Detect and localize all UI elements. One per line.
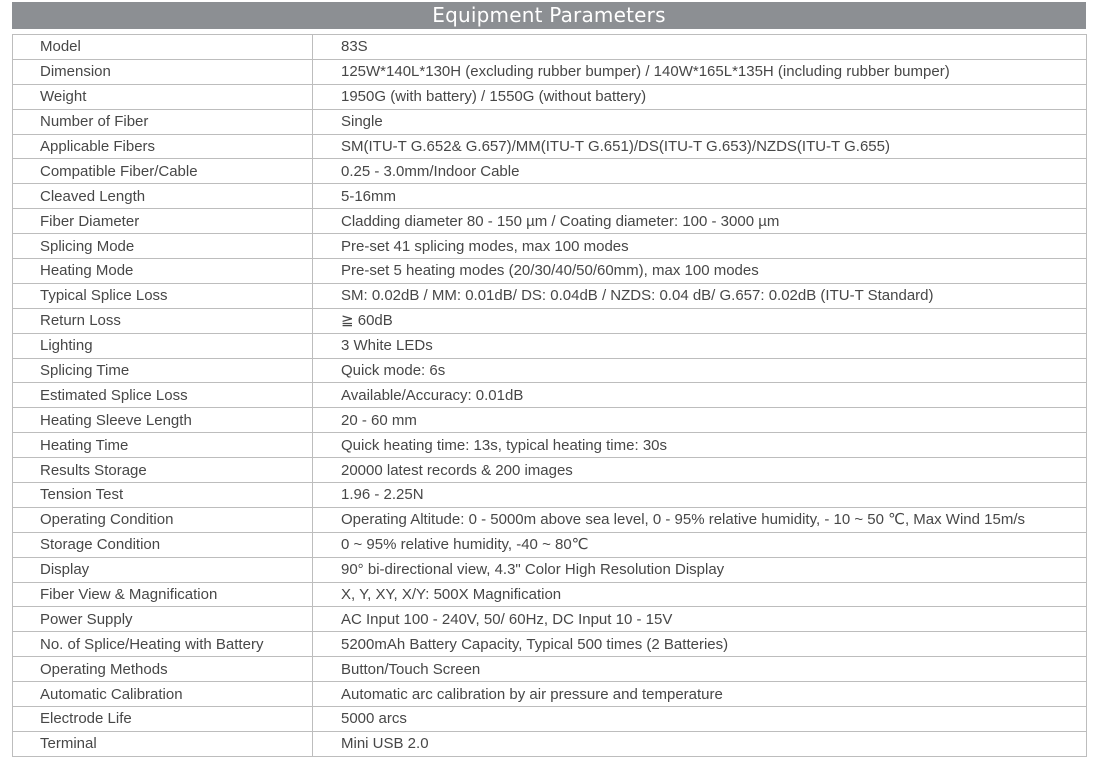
table-row xyxy=(13,682,1087,707)
parameter-value: 90° bi-directional view, 4.3" Color High Resolution Display xyxy=(313,557,1087,582)
table-row xyxy=(13,557,1087,582)
parameter-value: 5200mAh Battery Capacity, Typical 500 times (2 Batteries) xyxy=(313,632,1087,657)
parameter-label: Storage Condition xyxy=(13,532,313,557)
parameter-label: Dimension xyxy=(13,59,313,84)
equipment-parameters-sheet xyxy=(12,2,1086,757)
parameter-label: Compatible Fiber/Cable xyxy=(13,159,313,184)
parameter-label: Operating Methods xyxy=(13,657,313,682)
parameter-label: Lighting xyxy=(13,333,313,358)
parameter-label: Heating Mode xyxy=(13,259,313,284)
table-row xyxy=(13,84,1087,109)
table-row xyxy=(13,333,1087,358)
table-row xyxy=(13,582,1087,607)
table-row xyxy=(13,632,1087,657)
table-row xyxy=(13,358,1087,383)
table-row xyxy=(13,408,1087,433)
table-row xyxy=(13,308,1087,333)
parameter-label: Weight xyxy=(13,84,313,109)
parameter-value: 20000 latest records & 200 images xyxy=(313,458,1087,483)
table-row xyxy=(13,283,1087,308)
parameter-value: SM(ITU-T G.652& G.657)/MM(ITU-T G.651)/DS(ITU-T G.653)/NZDS(ITU-T G.655) xyxy=(313,134,1087,159)
parameter-value: 20 - 60 mm xyxy=(313,408,1087,433)
parameter-label: Number of Fiber xyxy=(13,109,313,134)
parameter-label: Automatic Calibration xyxy=(13,682,313,707)
table-row xyxy=(13,731,1087,756)
parameter-label: Cleaved Length xyxy=(13,184,313,209)
table-row xyxy=(13,109,1087,134)
parameter-label: Operating Condition xyxy=(13,507,313,532)
table-row xyxy=(13,259,1087,284)
table-row xyxy=(13,159,1087,184)
parameter-label: Splicing Mode xyxy=(13,234,313,259)
parameter-value: Single xyxy=(313,109,1087,134)
parameter-value: X, Y, XY, X/Y: 500X Magnification xyxy=(313,582,1087,607)
parameter-value: 5-16mm xyxy=(313,184,1087,209)
parameter-label: Model xyxy=(13,35,313,60)
parameter-label: Fiber View & Magnification xyxy=(13,582,313,607)
table-row xyxy=(13,59,1087,84)
parameter-label: Terminal xyxy=(13,731,313,756)
parameter-label: Splicing Time xyxy=(13,358,313,383)
table-row xyxy=(13,707,1087,732)
parameter-value: AC Input 100 - 240V, 50/ 60Hz, DC Input 10 - 15V xyxy=(313,607,1087,632)
parameter-value: ≧ 60dB xyxy=(313,308,1087,333)
parameter-value: Pre-set 5 heating modes (20/30/40/50/60mm), max 100 modes xyxy=(313,259,1087,284)
parameter-value: Button/Touch Screen xyxy=(313,657,1087,682)
table-row xyxy=(13,607,1087,632)
table-row xyxy=(13,433,1087,458)
parameter-label: Heating Sleeve Length xyxy=(13,408,313,433)
parameter-label: Display xyxy=(13,557,313,582)
parameter-label: Estimated Splice Loss xyxy=(13,383,313,408)
parameter-value: Operating Altitude: 0 - 5000m above sea level, 0 - 95% relative humidity, - 10 ~ 50 ℃, Max Wind 15m/s xyxy=(313,507,1087,532)
parameter-value: 0 ~ 95% relative humidity, -40 ~ 80℃ xyxy=(313,532,1087,557)
parameter-label: Heating Time xyxy=(13,433,313,458)
table-row xyxy=(13,35,1087,60)
parameter-label: Results Storage xyxy=(13,458,313,483)
table-row xyxy=(13,184,1087,209)
table-row xyxy=(13,234,1087,259)
parameter-value: Quick heating time: 13s, typical heating time: 30s xyxy=(313,433,1087,458)
parameter-value: 1.96 - 2.25N xyxy=(313,483,1087,508)
table-row xyxy=(13,134,1087,159)
parameters-table xyxy=(12,34,1087,757)
parameter-value: 0.25 - 3.0mm/Indoor Cable xyxy=(313,159,1087,184)
parameter-label: Applicable Fibers xyxy=(13,134,313,159)
parameter-label: No. of Splice/Heating with Battery xyxy=(13,632,313,657)
parameter-value: SM: 0.02dB / MM: 0.01dB/ DS: 0.04dB / NZDS: 0.04 dB/ G.657: 0.02dB (ITU-T Standard) xyxy=(313,283,1087,308)
parameter-label: Power Supply xyxy=(13,607,313,632)
parameter-label: Tension Test xyxy=(13,483,313,508)
parameter-value: Pre-set 41 splicing modes, max 100 modes xyxy=(313,234,1087,259)
table-row xyxy=(13,458,1087,483)
parameter-label: Return Loss xyxy=(13,308,313,333)
parameter-value: Available/Accuracy: 0.01dB xyxy=(313,383,1087,408)
table-row xyxy=(13,209,1087,234)
parameters-table-body xyxy=(13,35,1087,757)
parameter-value: 3 White LEDs xyxy=(313,333,1087,358)
parameter-label: Fiber Diameter xyxy=(13,209,313,234)
table-row xyxy=(13,483,1087,508)
table-row xyxy=(13,383,1087,408)
parameter-label: Typical Splice Loss xyxy=(13,283,313,308)
parameter-value: 5000 arcs xyxy=(313,707,1087,732)
parameter-label: Electrode Life xyxy=(13,707,313,732)
parameter-value: Mini USB 2.0 xyxy=(313,731,1087,756)
table-row xyxy=(13,532,1087,557)
parameter-value: Quick mode: 6s xyxy=(313,358,1087,383)
parameter-value: 1950G (with battery) / 1550G (without battery) xyxy=(313,84,1087,109)
parameter-value: 125W*140L*130H (excluding rubber bumper) / 140W*165L*135H (including rubber bumper) xyxy=(313,59,1087,84)
table-row xyxy=(13,507,1087,532)
parameter-value: 83S xyxy=(313,35,1087,60)
page-title: Equipment Parameters xyxy=(12,2,1086,29)
parameter-value: Cladding diameter 80 - 150 µm / Coating diameter: 100 - 3000 µm xyxy=(313,209,1087,234)
parameter-value: Automatic arc calibration by air pressure and temperature xyxy=(313,682,1087,707)
table-row xyxy=(13,657,1087,682)
